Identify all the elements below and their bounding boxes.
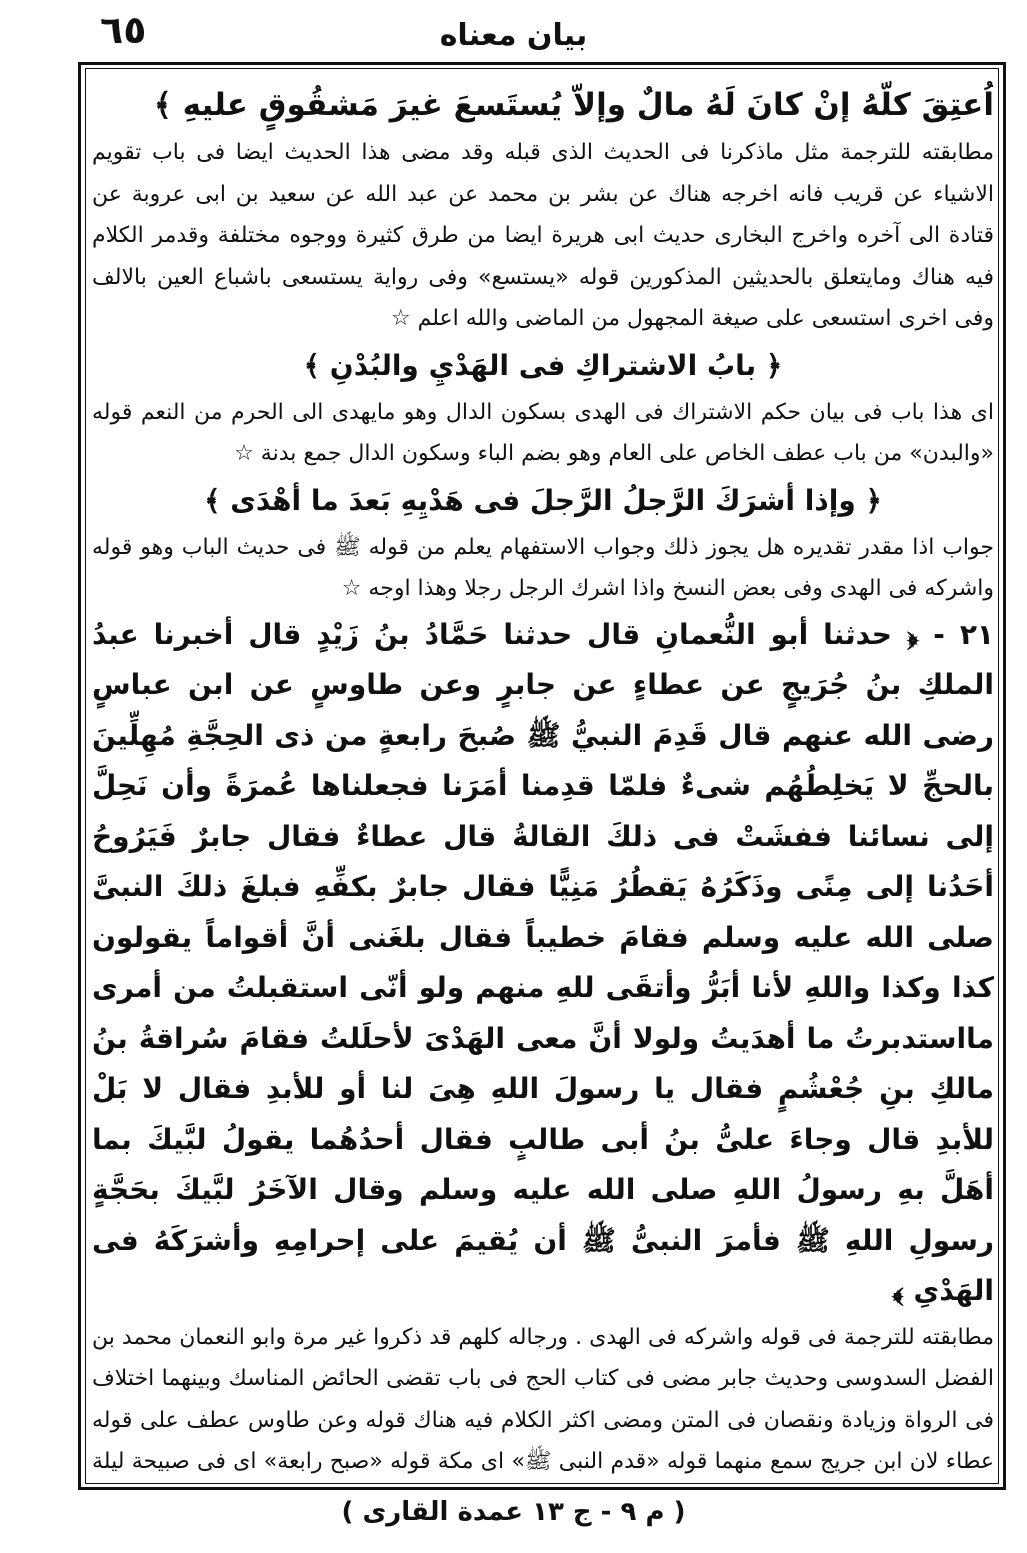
text-block: [92, 78, 994, 1482]
running-head: بيان معناه: [439, 18, 588, 53]
signature-mark: ( م ٩ - ج ١٣ عمدة القارى ): [341, 1497, 686, 1527]
commentary-paragraph-1: مطابقته للترجمة مثل ماذكرنا فى الحديث الذى قبله وقد مضى هذا الحديث ايضا فى باب تقويم الاشياء عن قريب فانه اخرجه هناك عن بشر بن محمد عن عبد الله عن سعيد بن ابى عروبة عن قتادة الى آخره واخرج البخارى حديث ابى هريرة ايضا من طرق كثيرة ووجوه مختلفة وقدمر الكلام فيه هناك ومايتعلق بالحديثين المذكورين قوله «يستسع» وفى رواية يستسعى باشباع العين بالالف وفى اخرى استسعى على صيغة المجهول من الماضى والله اعلم ☆: [92, 140, 994, 331]
opening-line: اُعتِقَ كلّهُ إنْ كانَ لَهُ مالٌ وإلاّ يُستَسعَ غيرَ مَشقُوقٍ عليهِ ﴾: [153, 87, 994, 123]
commentary-paragraph-4: مطابقته للترجمة فى قوله واشركه فى الهدى . ورجاله كلهم قد ذكروا غير مرة وابو النعمان محمد بن الفضل السدوسى وحديث جابر مضى فى كتاب الحج فى باب تقضى الحائض المناسك وبينهما اختلاف فى الرواة وزيادة ونقصان فى المتن ومضى اكثر الكلام فيه هناك قوله وعن طاوس عطف على قوله عطاء لان ابن جريج سمع منهما قوله «قدم النبى ﷺ» اى مكة قوله «صبح رابعة» اى فى صبيحة ليلة: [92, 1324, 994, 1474]
commentary-paragraph-3: جواب اذا مقدر تقديره هل يجوز ذلك وجواب الاستفهام يعلم من قوله ﷺ فى حديث الباب وهو قوله واشركه فى الهدى وفى بعض النسخ واذا اشرك الرجل رجلا وهذا اوجه ☆: [92, 534, 994, 601]
hadith-text: ٢١ - ﴿ حدثنا أبو النُّعمانِ قال حدثنا حَمَّادُ بنُ زَيْدٍ قال أخبرنا عبدُ الملكِ بنُ جُرَيجٍ عن عطاءٍ عن جابرٍ وعن طاوسٍ عن ابن عباسٍ رضى الله عنهم قال قَدِمَ النبيُّ ﷺ صُبحَ رابعةٍ من ذى الحِجَّةِ مُهِلِّينَ بالحجِّ لا يَخلِطُهُم شىءٌ فلمّا قدِمنا أمَرَنا فجعلناها عُمرَةً وأن نَحِلَّ إلى نسائنا ففشَتْ فى ذلكَ القالةُ قال عطاءٌ فقال جابرٌ فَيَرُوحُ أحَدُنا إلى مِنًى وذَكَرُهُ يَقطُرُ مَنِيًّا فقال جابرٌ بكفِّهِ فبلغَ ذلكَ النبىَّ صلى الله عليه وسلم فقامَ خطيباً فقال بلغَنى أنَّ أقواماً يقولون كذا وكذا واللهِ لأنا أبَرُّ وأتقَى للهِ منهم ولو أنّى استقبلتُ من أمرى مااستدبرتُ ما أهدَيتُ ولولا أنَّ معى الهَدْىَ لأحلَلتُ فقامَ سُراقةُ بنُ مالكِ بنِ جُعْشُمٍ فقال يا رسولَ اللهِ هِىَ لنا أو للأبدِ فقال لا بَلْ للأبدِ قال وجاءَ علىُّ بنُ أبى طالبٍ فقال أحدُهُما يقولُ لبَّيكَ بما أهَلَّ بهِ رسولُ اللهِ صلى الله عليه وسلم وقال الآخَرُ لبَّيكَ بحَجَّةٍ رسولِ اللهِ ﷺ فأمرَ النبىُّ ﷺ أن يُقيمَ على إحرامِهِ وأشرَكَهُ فى الهَدْىِ ﴾: [92, 617, 994, 1307]
page-number: ٦٥: [100, 8, 147, 52]
bab-title: ﴿ بابُ الاشتراكِ فى الهَدْيِ والبُدْنِ ﴾: [303, 348, 783, 382]
sub-title: ﴿ وإذا أشرَكَ الرَّجلُ الرَّجلَ فى هَدْيِهِ بَعدَ ما أهْدَى ﴾: [204, 483, 882, 517]
commentary-paragraph-2: اى هذا باب فى بيان حكم الاشتراك فى الهدى بسكون الدال وهو مايهدى الى الحرم من النعم قوله «والبدن» من باب عطف الخاص على العام وهو بضم الباء وسكون الدال جمع بدنة ☆: [92, 399, 994, 466]
